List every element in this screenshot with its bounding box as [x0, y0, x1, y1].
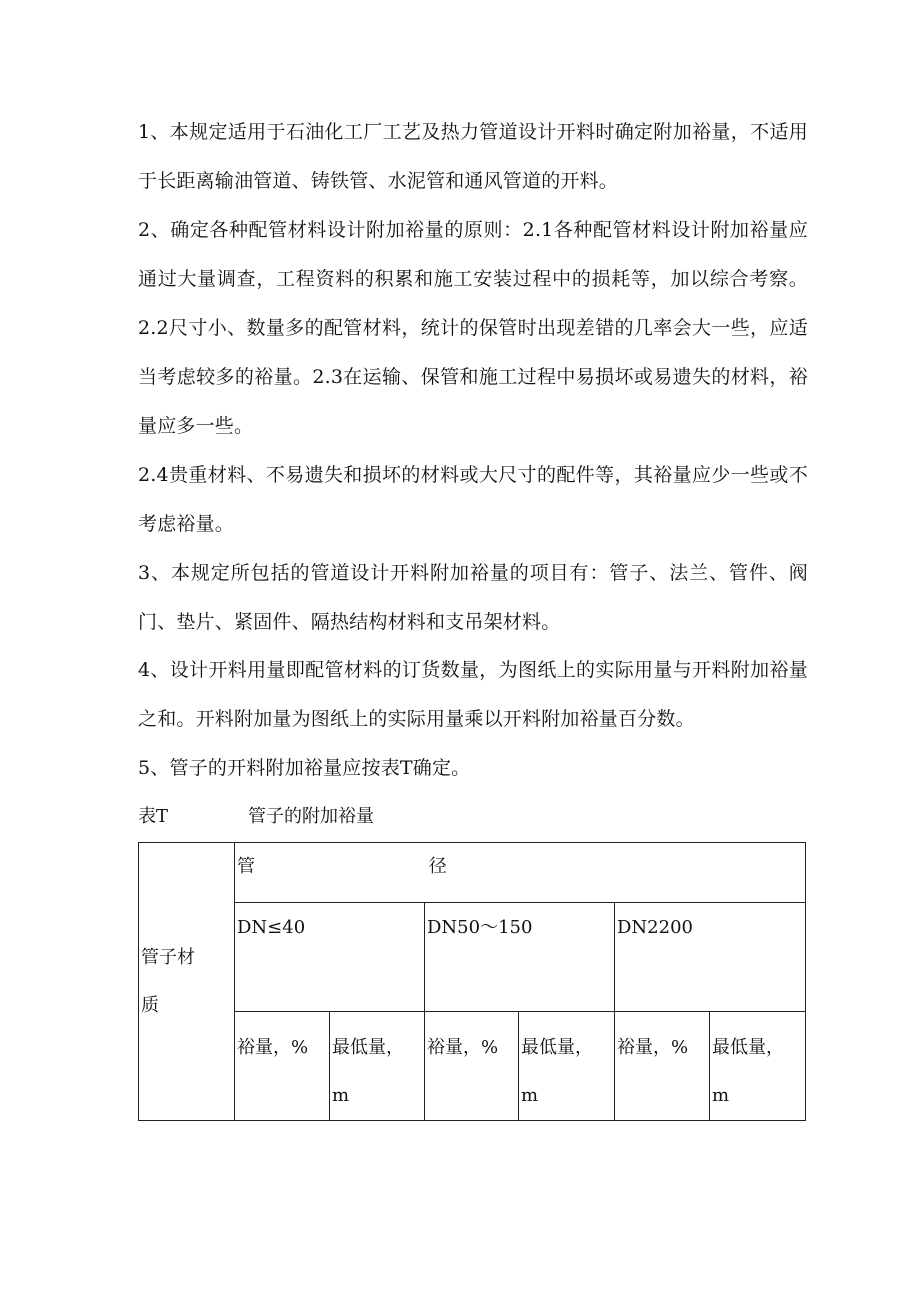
pipe-margin-table [138, 842, 806, 1121]
paragraph-1: 1、本规定适用于石油化工厂工艺及热力管道设计开料时确定附加裕量，不适用于长距离输油管道、铸铁管、水泥管和通风管道的开料。 [138, 121, 808, 192]
paragraph-6: 5、管子的开料附加裕量应按表T确定。 [138, 757, 471, 779]
table-row [139, 1012, 806, 1121]
table-caption-label: 表T [138, 806, 169, 827]
min-quantity-line2: m [712, 1085, 730, 1106]
min-quantity-line1: 最低量， [712, 1037, 784, 1058]
range-cell-dn2200: DN2200 [615, 903, 806, 1012]
table-caption-title: 管子的附加裕量 [248, 806, 374, 827]
material-header-line1: 管子材 [141, 946, 195, 968]
diameter-header-part1: 管 [237, 856, 255, 877]
margin-percent-cell: 裕量，% [235, 1012, 330, 1121]
min-quantity-cell [710, 1012, 806, 1121]
paragraph-2: 2、确定各种配管材料设计附加裕量的原则：2.1各种配管材料设计附加裕量应通过大量调查，工程资料的积累和施工安装过程中的损耗等，加以综合考察。2.2尺寸小、数量多的配管材料，统计的保管时出现差错的几率会大一些，应适当考虑较多的裕量。2.3在运输、保管和施工过程中易损坏或易遗失的材料，裕量应多一些。 [138, 219, 808, 437]
diameter-header-part2: 径 [428, 856, 447, 877]
table-row [139, 843, 806, 903]
min-quantity-line1: 最低量， [332, 1037, 404, 1058]
margin-percent-cell: 裕量，% [615, 1012, 710, 1121]
table-caption [138, 804, 374, 830]
material-header-line2: 质 [141, 994, 159, 1016]
material-header-cell [139, 843, 235, 1121]
paragraph-5: 4、设计开料用量即配管材料的订货数量，为图纸上的实际用量与开料附加裕量之和。开料附加量为图纸上的实际用量乘以开料附加裕量百分数。 [138, 659, 808, 730]
min-quantity-cell [330, 1012, 425, 1121]
margin-percent-cell: 裕量，% [425, 1012, 519, 1121]
min-quantity-cell [519, 1012, 615, 1121]
paragraph-3: 2.4贵重材料、不易遗失和损坏的材料或大尺寸的配件等，其裕量应少一些或不考虑裕量。 [138, 464, 808, 535]
min-quantity-line2: m [332, 1085, 350, 1106]
range-cell-dn40: DN≤40 [235, 903, 425, 1012]
diameter-header-cell [235, 843, 806, 903]
range-cell-dn50-150: DN50～150 [425, 903, 615, 1012]
min-quantity-line1: 最低量， [521, 1037, 593, 1058]
min-quantity-line2: m [521, 1085, 539, 1106]
paragraph-4: 3、本规定所包括的管道设计开料附加裕量的项目有：管子、法兰、管件、阀门、垫片、紧固件、隔热结构材料和支吊架材料。 [138, 562, 808, 633]
table-row [139, 903, 806, 1012]
